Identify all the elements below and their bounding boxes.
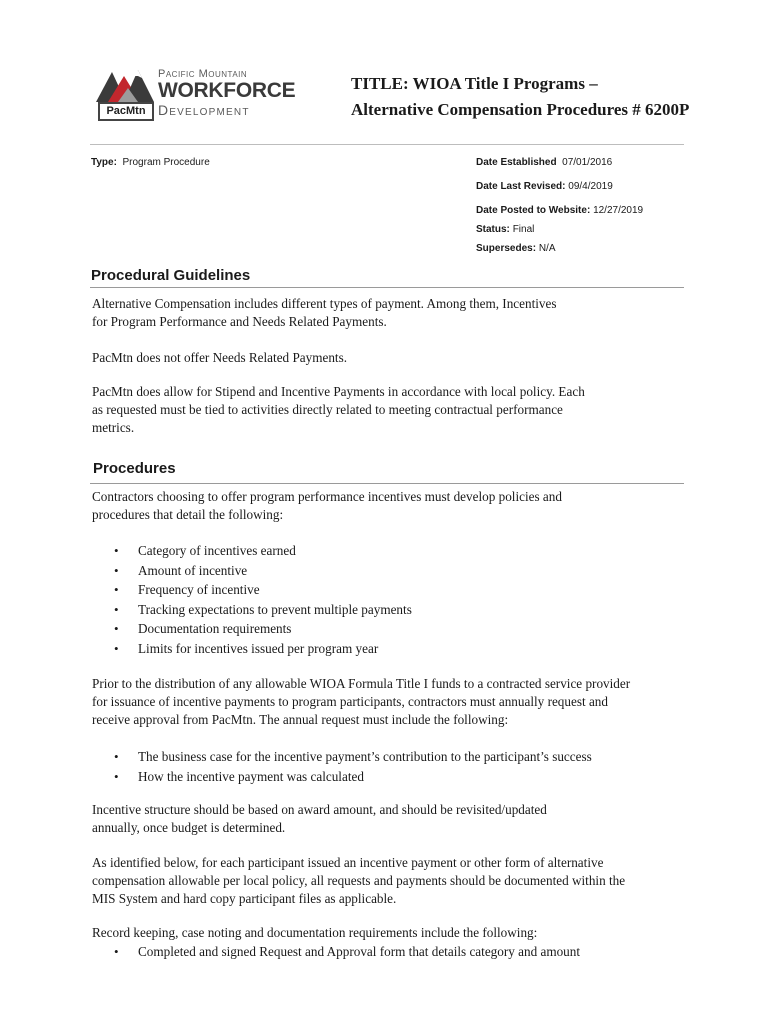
document-title-line-1: TITLE: WIOA Title I Programs – bbox=[351, 74, 598, 93]
guidelines-paragraph-3 bbox=[92, 383, 585, 437]
incentive-structure-paragraph bbox=[92, 801, 547, 837]
prior-distribution-paragraph bbox=[92, 675, 630, 729]
text-line: for Program Performance and Needs Related Payments. bbox=[92, 314, 387, 329]
meta-status-value: Final bbox=[512, 224, 535, 235]
list-item: • Documentation requirements bbox=[114, 619, 412, 639]
record-keeping-paragraph: Record keeping, case noting and documentation requirements include the following: bbox=[92, 925, 538, 940]
meta-established-value: 07/01/2016 bbox=[562, 157, 613, 168]
text-line: MIS System and hard copy participant files as applicable. bbox=[92, 891, 397, 906]
list-item: • The business case for the incentive payment’s contribution to the participant’s success bbox=[114, 747, 592, 767]
list-item: • Completed and signed Request and Approval form that details category and amount bbox=[114, 942, 580, 962]
mountain-logo-icon bbox=[94, 66, 156, 104]
annual-request-list bbox=[114, 747, 592, 786]
section-divider bbox=[90, 287, 684, 288]
list-item: • Category of incentives earned bbox=[114, 541, 412, 561]
guidelines-paragraph-2: PacMtn does not offer Needs Related Payments. bbox=[92, 350, 348, 365]
text-line: procedures that detail the following: bbox=[92, 507, 284, 522]
procedures-intro bbox=[92, 488, 562, 524]
meta-supersedes-label: Supersedes: bbox=[476, 243, 537, 254]
section-divider bbox=[90, 483, 684, 484]
text-line: annually, once budget is determined. bbox=[92, 820, 286, 835]
text-line: receive approval from PacMtn. The annual request must include the following: bbox=[92, 712, 509, 727]
section-heading-guidelines: Procedural Guidelines bbox=[91, 267, 251, 284]
header-divider bbox=[90, 144, 684, 145]
text-line: Incentive structure should be based on award amount, and should be revisited/updated bbox=[92, 802, 547, 817]
document-title-line-2: Alternative Compensation Procedures # 6200P bbox=[351, 100, 690, 119]
meta-supersedes bbox=[476, 243, 555, 254]
meta-posted-value: 12/27/2019 bbox=[593, 205, 644, 216]
meta-established-label: Date Established bbox=[476, 157, 557, 168]
text-line: Prior to the distribution of any allowable WIOA Formula Title I funds to a contracted service provider bbox=[92, 676, 631, 691]
meta-supersedes-value: N/A bbox=[538, 243, 556, 254]
list-item: • How the incentive payment was calculated bbox=[114, 767, 592, 787]
meta-status-label: Status: bbox=[476, 224, 510, 235]
meta-revised bbox=[476, 181, 613, 192]
meta-type-value: Program Procedure bbox=[122, 157, 210, 168]
text-line: As identified below, for each participant issued an incentive payment or other form of alternative bbox=[92, 855, 604, 870]
incentive-policy-list bbox=[114, 541, 412, 659]
logo-line-2: WORKFORCE bbox=[158, 79, 296, 102]
text-line: Alternative Compensation includes different types of payment. Among them, Incentives bbox=[92, 296, 557, 311]
pacmtn-logo bbox=[94, 66, 296, 126]
logo-wordmark bbox=[158, 68, 295, 118]
list-item: • Tracking expectations to prevent multiple payments bbox=[114, 600, 412, 620]
list-item: • Frequency of incentive bbox=[114, 580, 412, 600]
list-item: • Limits for incentives issued per program year bbox=[114, 639, 412, 659]
meta-status bbox=[476, 224, 534, 235]
pacmtn-logo-box: PacMtn bbox=[98, 102, 154, 121]
meta-established bbox=[476, 157, 612, 168]
section-heading-procedures: Procedures bbox=[93, 460, 176, 477]
meta-revised-value: 09/4/2019 bbox=[568, 181, 613, 192]
text-line: for issuance of incentive payments to program participants, contractors must annually request and bbox=[92, 694, 608, 709]
identified-below-paragraph bbox=[92, 854, 625, 908]
text-line: as requested must be tied to activities directly related to meeting contractual performance bbox=[92, 402, 563, 417]
meta-posted-label: Date Posted to Website: bbox=[476, 205, 591, 216]
logo-line-3: Development bbox=[158, 102, 250, 118]
meta-type bbox=[91, 157, 210, 168]
text-line: compensation allowable per local policy, all requests and payments should be documented within the bbox=[92, 873, 626, 888]
record-keeping-list bbox=[114, 942, 580, 962]
text-line: PacMtn does allow for Stipend and Incentive Payments in accordance with local policy. Each bbox=[92, 384, 585, 399]
text-line: metrics. bbox=[92, 420, 135, 435]
logo-line-1: Pacific Mountain bbox=[158, 68, 248, 80]
list-item: • Amount of incentive bbox=[114, 561, 412, 581]
text-line: Contractors choosing to offer program performance incentives must develop policies and bbox=[92, 489, 562, 504]
guidelines-paragraph-1 bbox=[92, 295, 557, 331]
meta-type-label: Type: bbox=[91, 157, 117, 168]
meta-revised-label: Date Last Revised: bbox=[476, 181, 566, 192]
meta-posted bbox=[476, 205, 643, 216]
